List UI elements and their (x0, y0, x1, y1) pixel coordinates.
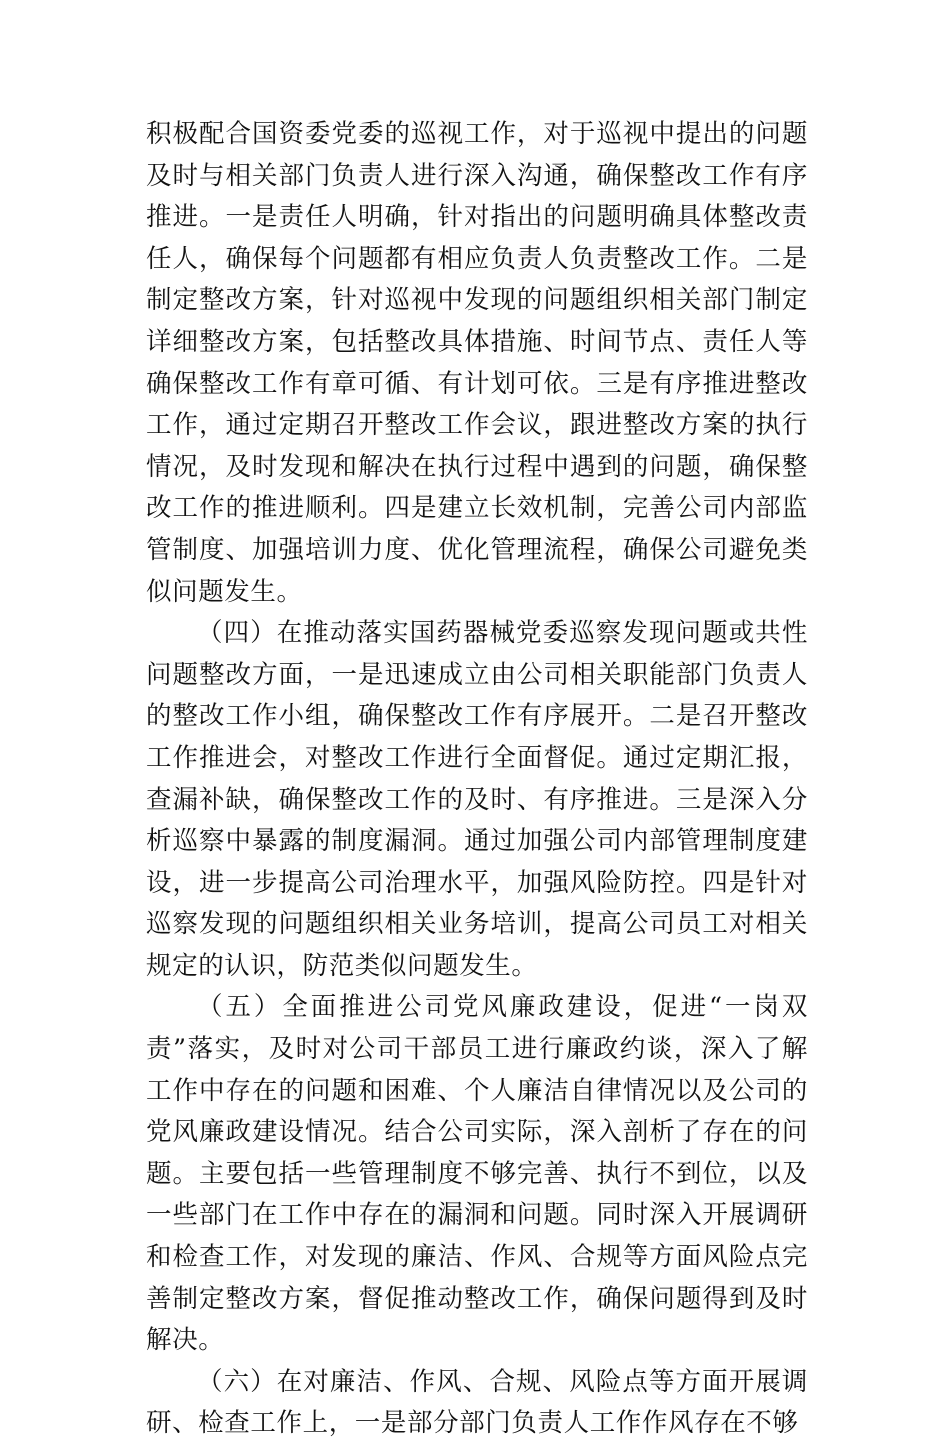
document-body (146, 114, 808, 1445)
paragraph-section-6: （六）在对廉洁、作风、合规、风险点等方面开展调研、检查工作上，一是部分部门负责人工作作风存在不够 (146, 1366, 808, 1439)
paragraph-section-5: （五）全面推进公司党风廉政建设，促进“一岗双责”落实，及时对公司干部员工进行廉政约谈，深入了解工作中存在的问题和困难、个人廉洁自律情况以及公司的党风廉政建设情况。结合公司实际，深入剖析了存在的问题。主要包括一些管理制度不够完善、执行不到位，以及一些部门在工作中存在的漏洞和问题。同时深入开展调研和检查工作，对发现的廉洁、作风、合规等方面风险点完善制定整改方案，督促推动整改工作，确保问题得到及时解决。 (146, 992, 808, 1356)
paragraph-continuation: 积极配合国资委党委的巡视工作，对于巡视中提出的问题及时与相关部门负责人进行深入沟通，确保整改工作有序推进。一是责任人明确，针对指出的问题明确具体整改责任人，确保每个问题都有相应负责人负责整改工作。二是制定整改方案，针对巡视中发现的问题组织相关部门制定详细整改方案，包括整改具体措施、时间节点、责任人等确保整改工作有章可循、有计划可依。三是有序推进整改工作，通过定期召开整改工作会议，跟进整改方案的执行情况，及时发现和解决在执行过程中遇到的问题，确保整改工作的推进顺利。四是建立长效机制，完善公司内部监管制度、加强培训力度、优化管理流程，确保公司避免类似问题发生。 (146, 119, 808, 607)
paragraph-section-4: （四）在推动落实国药器械党委巡察发现问题或共性问题整改方面，一是迅速成立由公司相关职能部门负责人的整改工作小组，确保整改工作有序展开。二是召开整改工作推进会，对整改工作进行全面督促。通过定期汇报，查漏补缺，确保整改工作的及时、有序推进。三是深入分析巡察中暴露的制度漏洞。通过加强公司内部管理制度建设，进一步提高公司治理水平，加强风险防控。四是针对巡察发现的问题组织相关业务培训，提高公司员工对相关规定的认识，防范类似问题发生。 (146, 618, 808, 981)
